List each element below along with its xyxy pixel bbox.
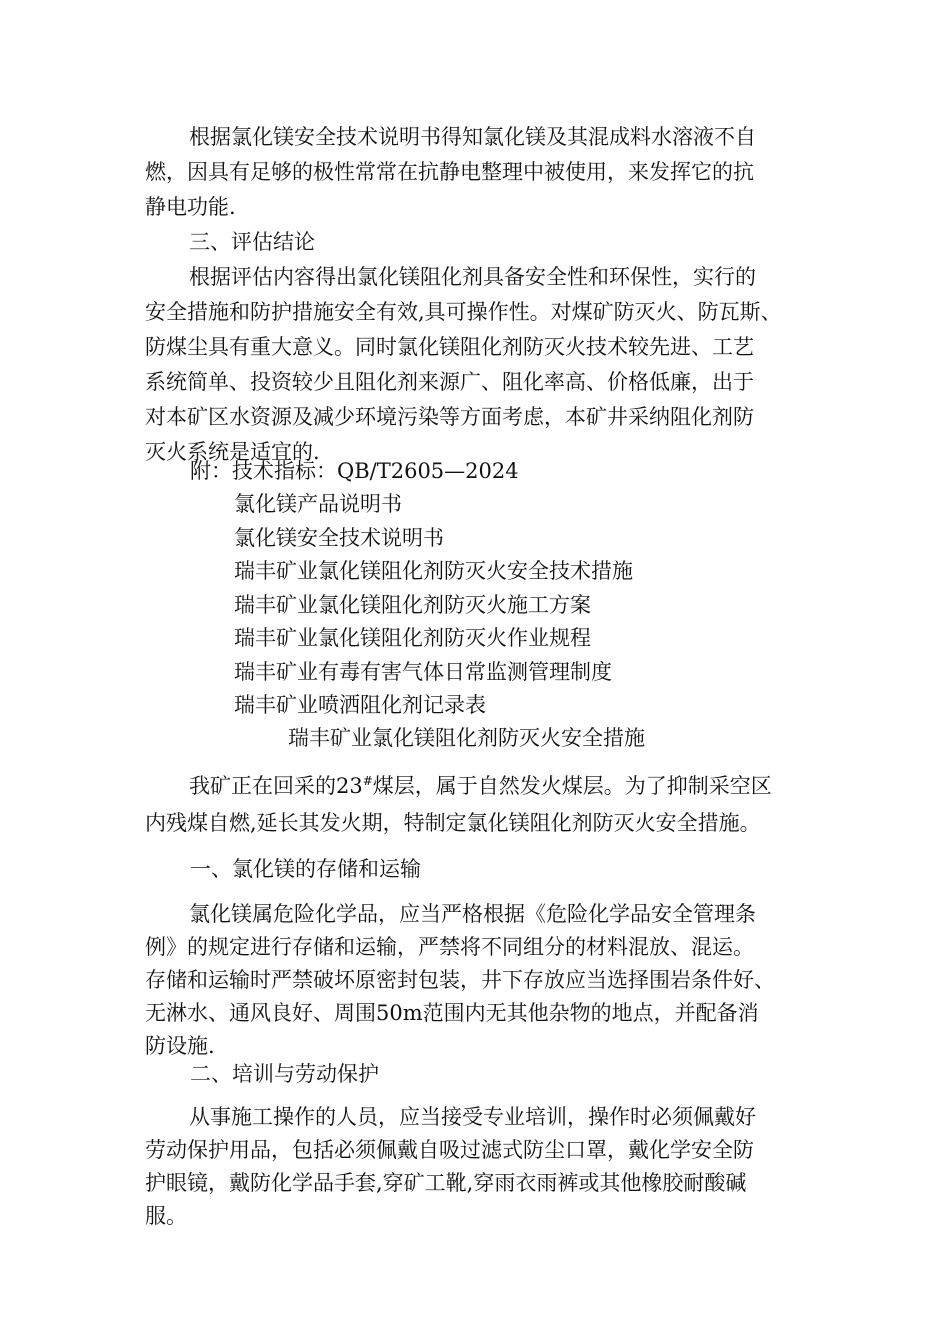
paragraph-line: 防设施.: [145, 1034, 215, 1058]
paragraph-line: 氯化镁属危险化学品，应当严格根据《危险化学品安全管理条: [189, 902, 756, 926]
attachments-list: [234, 488, 633, 723]
paragraph-line: 灭火系统是适宜的.: [145, 440, 320, 464]
section-heading-storage: 一、氯化镁的存储和运输: [190, 857, 421, 881]
intro-text-pre: 我矿正在回采的23: [189, 774, 363, 798]
paragraph-line: 静电功能.: [145, 195, 236, 219]
previous-section-paragraph: [145, 120, 815, 470]
paragraph-line: 安全措施和防护措施安全有效,具可操作性。对煤矿防灭火、防瓦斯、: [145, 300, 782, 324]
attachment-item: 瑞丰矿业氯化镁阻化剂防灭火安全技术措施: [234, 559, 633, 583]
paragraph-line: 存储和运输时严禁破坏原密封包装，井下存放应当选择围岩条件好、: [145, 968, 775, 992]
attachment-item: 瑞丰矿业喷洒阻化剂记录表: [234, 693, 486, 717]
attachment-item: 瑞丰矿业氯化镁阻化剂防灭火施工方案: [234, 592, 591, 617]
paragraph-line: 对本矿区水资源及减少环境污染等方面考虑，本矿井采纳阻化剂防: [145, 405, 754, 429]
paragraph-line: [145, 768, 772, 805]
storage-paragraph: [145, 898, 775, 1063]
attachments-heading: 附：技术指标：QB/T2605—2024: [190, 459, 519, 483]
paragraph-line: 护眼镜，戴防化学品手套,穿矿工靴,穿雨衣雨裤或其他橡胶耐酸碱: [145, 1171, 747, 1195]
paragraph-line: 燃，因具有足够的极性常常在抗静电整理中被使用，来发挥它的抗: [145, 160, 754, 184]
attachment-item: 瑞丰矿业有毒有害气体日常监测管理制度: [234, 659, 612, 684]
conclusion-heading: 三、评估结论: [189, 230, 315, 254]
intro-text-post: 煤层，属于自然发火煤层。为了抑制采空区: [372, 774, 772, 798]
paragraph-line: 系统简单、投资较少且阻化剂来源广、阻化率高、价格低廉，出于: [145, 370, 754, 394]
paragraph-line: 无淋水、通风良好、周围50m范围内无其他杂物的地点，并配备消: [145, 1001, 759, 1025]
attachment-item: 氯化镁产品说明书: [234, 492, 402, 516]
attachment-item: 瑞丰矿业氯化镁阻化剂防灭火作业规程: [234, 626, 591, 650]
paragraph-line: 劳动保护用品，包括必须佩戴自吸过滤式防尘口罩，戴化学安全防: [145, 1138, 754, 1162]
paragraph-line: 根据氯化镁安全技术说明书得知氯化镁及其混成料水溶液不自: [189, 125, 756, 149]
attachment-item: 氯化镁安全技术说明书: [234, 525, 444, 550]
paragraph-line: 例》的规定进行存储和运输，严禁将不同组分的材料混放、混运。: [145, 935, 754, 959]
intro-paragraph: [145, 768, 772, 842]
paragraph-line: 服。: [145, 1204, 187, 1228]
paragraph-line: 防煤尘具有重大意义。同时氯化镁阻化剂防灭火技术较先进、工艺: [145, 335, 754, 359]
paragraph-line: 从事施工操作的人员，应当接受专业培训，操作时必须佩戴好: [189, 1105, 756, 1129]
seam-mark: #: [362, 774, 373, 788]
training-paragraph: [145, 1101, 756, 1233]
section-heading-training: 二、培训与劳动保护: [190, 1062, 379, 1086]
document-title: 瑞丰矿业氯化镁阻化剂防灭火安全措施: [288, 726, 645, 750]
paragraph-line: 根据评估内容得出氯化镁阻化剂具备安全性和环保性，实行的: [189, 265, 756, 289]
paragraph-line: 内残煤自燃,延长其发火期，特制定氯化镁阻化剂防灭火安全措施。: [145, 811, 761, 835]
